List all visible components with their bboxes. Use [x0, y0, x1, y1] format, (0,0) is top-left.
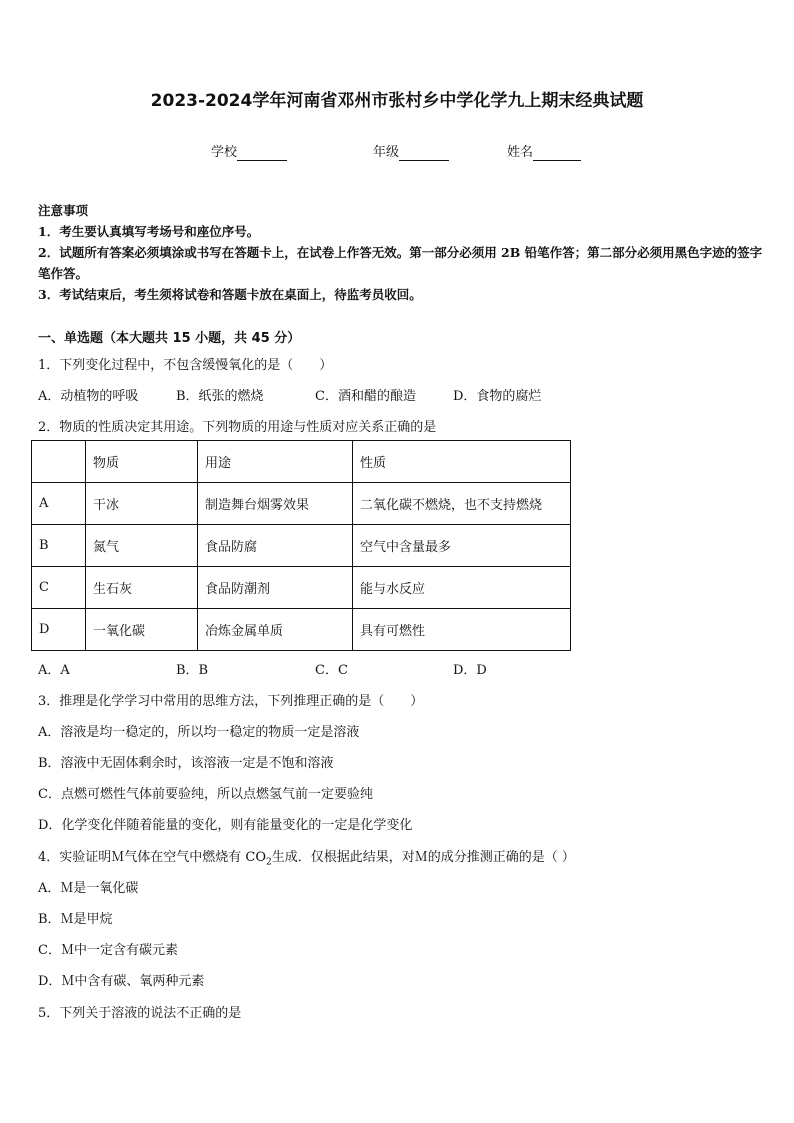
question-4-option-b: B．Ｍ是甲烷: [38, 912, 113, 927]
table-row: [32, 567, 571, 609]
question-3-stem: 3．推理是化学学习中常用的思维方法，下列推理正确的是（ ）: [38, 694, 424, 709]
table-header-cell: 性质: [353, 441, 571, 483]
table-cell: C: [32, 567, 86, 609]
question-3-option-b: B．溶液中无固体剩余时，该溶液一定是不饱和溶液: [38, 756, 334, 771]
question-2-option-d: D．D: [453, 663, 487, 678]
question-4-option-c: C．Ｍ中一定含有碳元素: [38, 943, 178, 958]
table-header-row: [32, 441, 571, 483]
school-field: [211, 141, 287, 161]
grade-blank: [399, 145, 449, 161]
table-cell: 干冰: [86, 483, 198, 525]
question-1-option-c: C．酒和醋的酿造: [315, 389, 416, 404]
table-cell: 食品防腐: [198, 525, 353, 567]
table-header-cell: 用途: [198, 441, 353, 483]
question-2-option-b: B．B: [176, 663, 209, 678]
question-4-stem-after: 生成．仅根据此结果，对Ｍ的成分推测正确的是（ ）: [271, 850, 575, 865]
table-cell: 生石灰: [86, 567, 198, 609]
table-cell: 食品防潮剂: [198, 567, 353, 609]
question-5-stem: 5．下列关于溶液的说法不正确的是: [38, 1006, 242, 1021]
table-cell: 能与水反应: [353, 567, 571, 609]
table-cell: 具有可燃性: [353, 609, 571, 651]
question-4-stem-before: 4．实验证明Ｍ气体在空气中燃烧有 CO: [38, 850, 267, 865]
school-label: 学校: [211, 145, 238, 160]
table-row: [32, 525, 571, 567]
question-4-stem: [38, 846, 575, 868]
grade-label: 年级: [373, 145, 400, 160]
table-cell: B: [32, 525, 86, 567]
table-cell: 空气中含量最多: [353, 525, 571, 567]
notice-heading: 注意事项: [38, 203, 89, 218]
table-row: [32, 609, 571, 651]
question-2-option-a: A．A: [38, 663, 70, 678]
question-2-option-c: C．C: [315, 663, 348, 678]
name-label: 姓名: [507, 145, 534, 160]
table-cell: A: [32, 483, 86, 525]
table-cell: D: [32, 609, 86, 651]
school-blank: [237, 145, 287, 161]
question-3-option-d: D．化学变化伴随着能量的变化，则有能量变化的一定是化学变化: [38, 818, 413, 833]
question-2-stem: 2．物质的性质决定其用途。下列物质的用途与性质对应关系正确的是: [38, 420, 437, 435]
question-4-stem-subscript: 2: [266, 857, 272, 868]
question-1-option-a: A．动植物的呼吸: [38, 389, 139, 404]
table-header-cell: [32, 441, 86, 483]
table-cell: 制造舞台烟雾效果: [198, 483, 353, 525]
name-blank: [533, 145, 581, 161]
table-cell: 二氧化碳不燃烧，也不支持燃烧: [353, 483, 571, 525]
table-header-cell: 物质: [86, 441, 198, 483]
name-field: [507, 141, 581, 161]
table-row: [32, 483, 571, 525]
notice-item: 3．考试结束后，考生须将试卷和答题卡放在桌面上，待监考员收回。: [38, 287, 422, 302]
table-cell: 冶炼金属单质: [198, 609, 353, 651]
notice-item: 2．试题所有答案必须填涂或书写在答题卡上，在试卷上作答无效。第一部分必须用 2B 铅笔作答；第二部分必须用黑色字迹的签字笔作答。: [38, 245, 763, 281]
notice-item: 1．考生要认真填写考场号和座位序号。: [38, 224, 260, 239]
grade-field: [373, 141, 449, 161]
question-1-option-b: B．纸张的燃烧: [176, 389, 264, 404]
question-3-option-c: C．点燃可燃性气体前要验纯，所以点燃氢气前一定要验纯: [38, 787, 373, 802]
table-cell: 一氧化碳: [86, 609, 198, 651]
question-1-stem: 1．下列变化过程中，不包含缓慢氧化的是（ ）: [38, 358, 333, 373]
question-1-option-d: D．食物的腐烂: [453, 389, 542, 404]
question-4-option-d: D．Ｍ中含有碳、氧两种元素: [38, 974, 205, 989]
question-4-option-a: A．Ｍ是一氧化碳: [38, 881, 139, 896]
notice-block: [38, 200, 763, 305]
page-title: 2023-2024学年河南省邓州市张村乡中学化学九上期末经典试题: [150, 91, 644, 111]
section-heading: 一、单选题（本大题共 15 小题，共 45 分）: [38, 331, 301, 346]
question-2-table: [31, 440, 571, 651]
table-cell: 氮气: [86, 525, 198, 567]
question-3-option-a: A．溶液是均一稳定的，所以均一稳定的物质一定是溶液: [38, 725, 360, 740]
